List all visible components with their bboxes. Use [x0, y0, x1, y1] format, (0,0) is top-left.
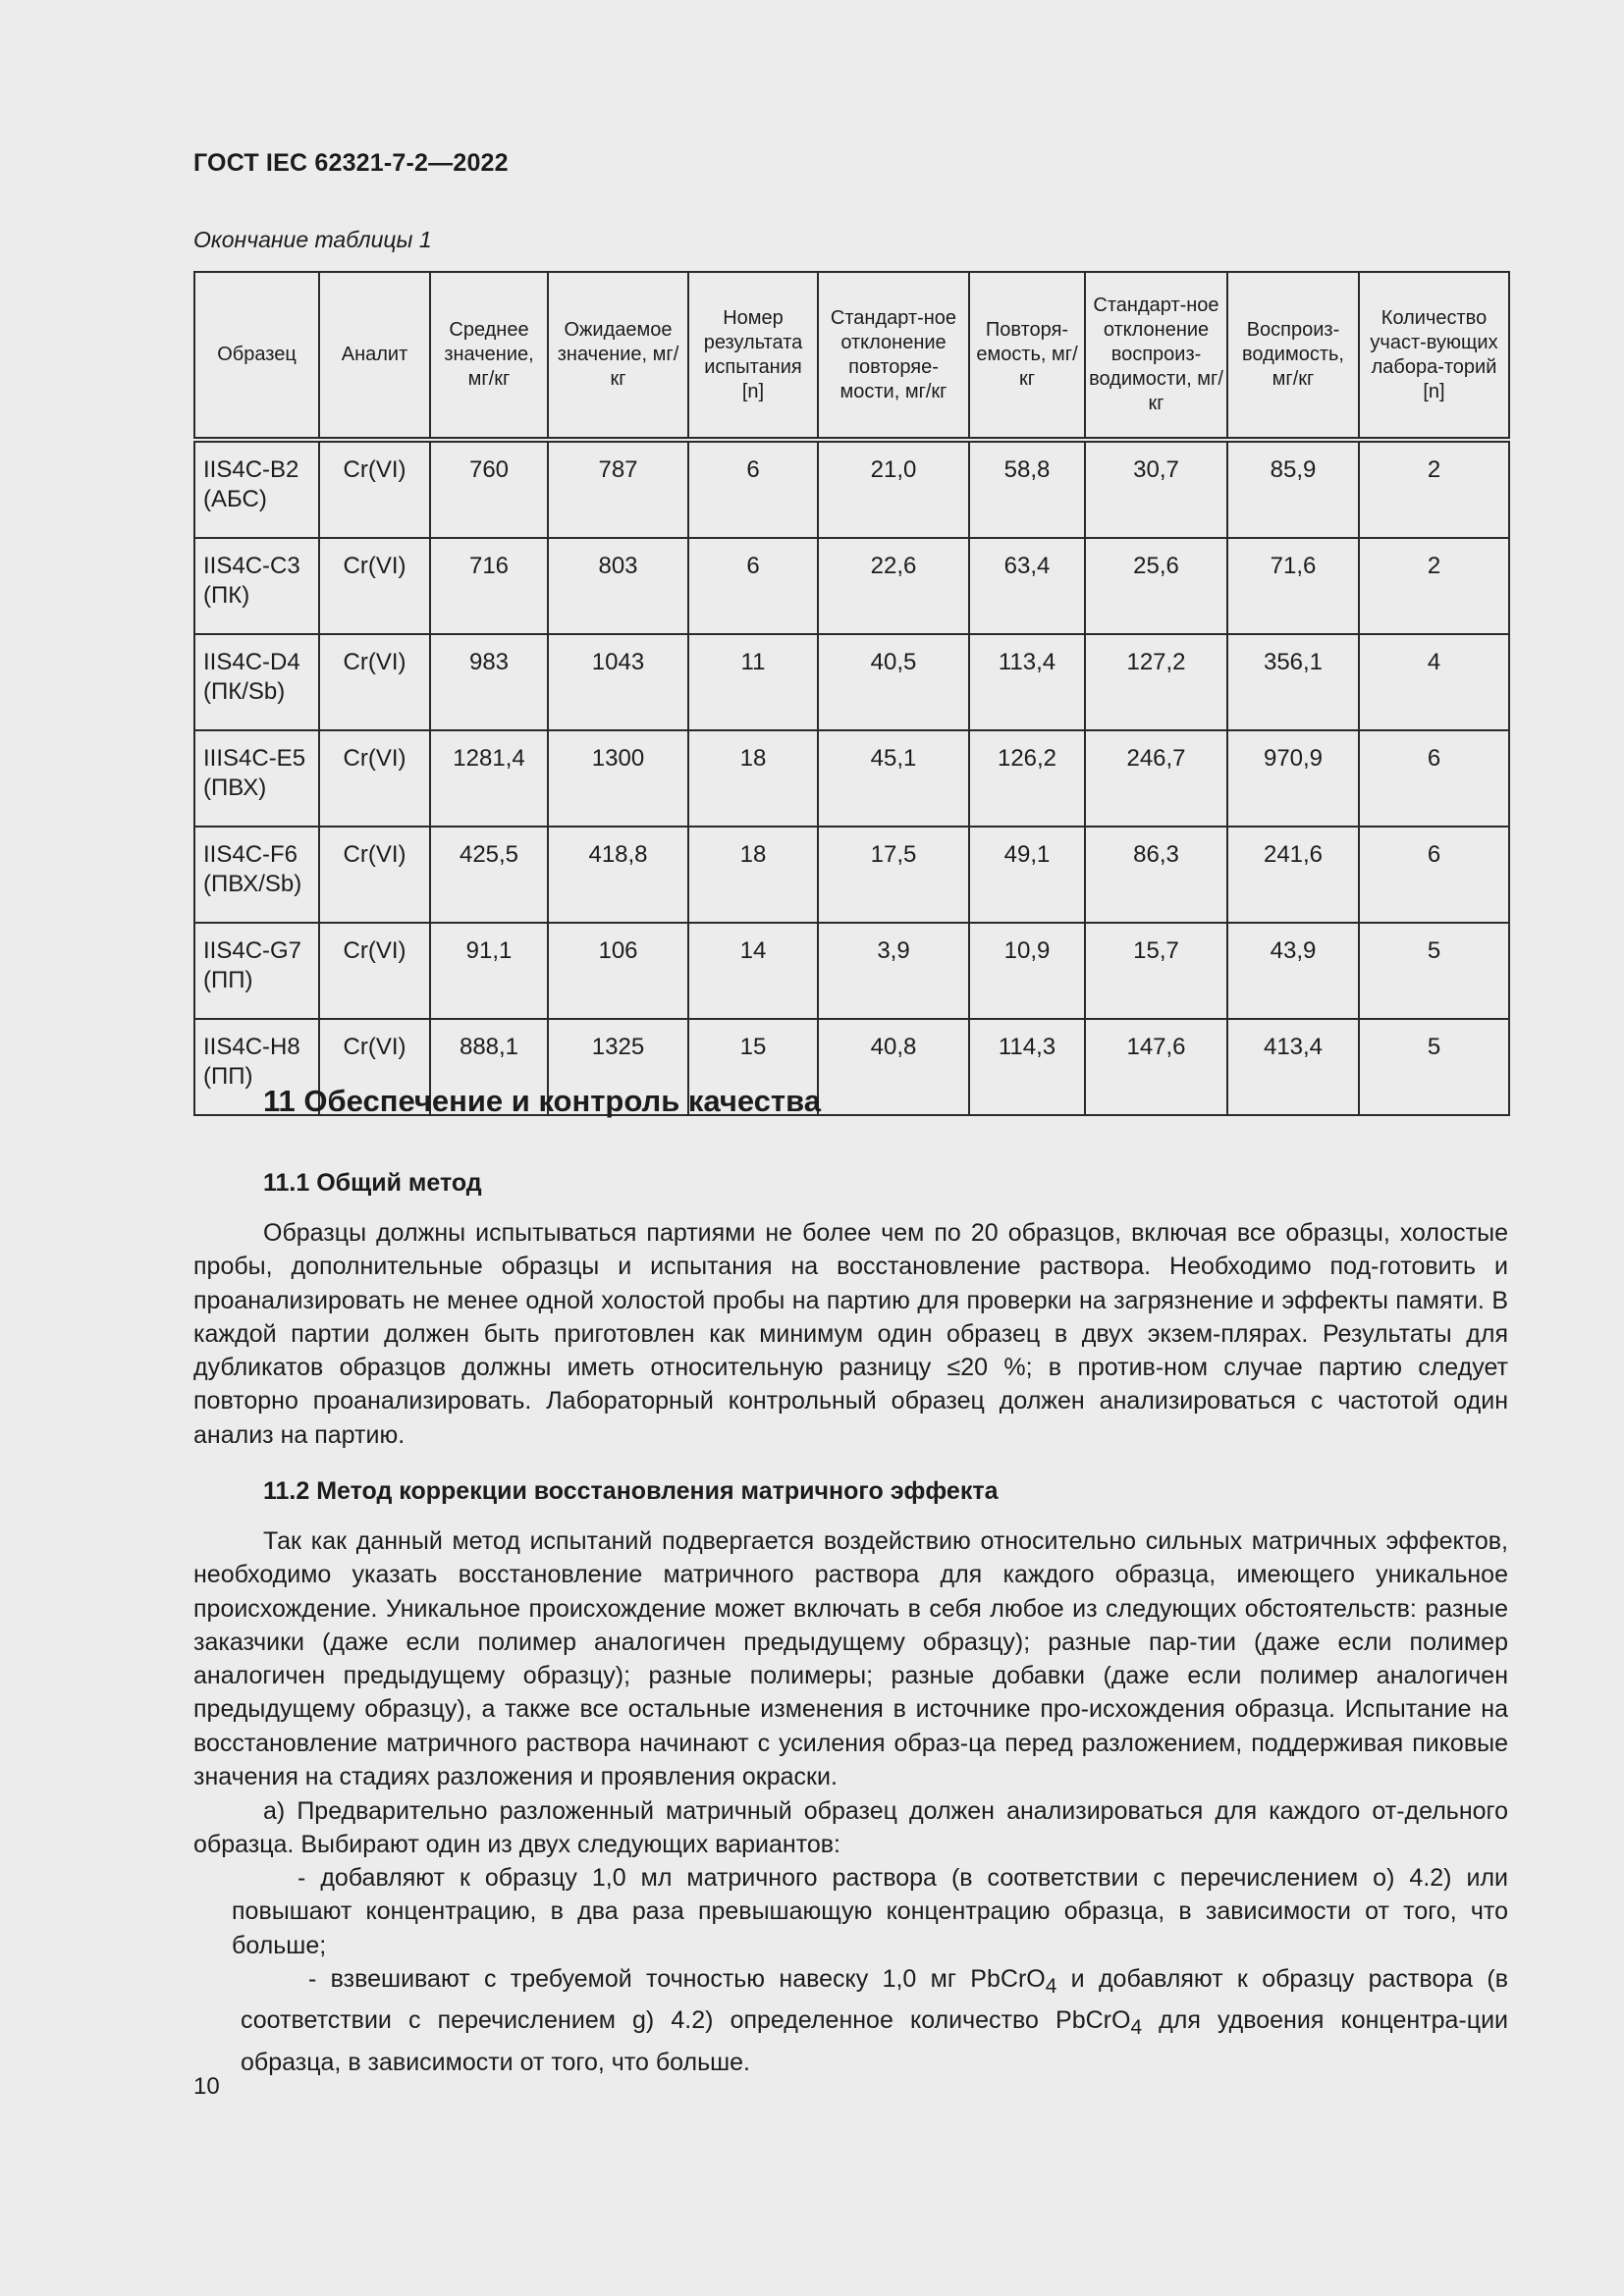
- column-header: Количество участ-вующих лабора-торий [n]: [1359, 272, 1509, 440]
- table-cell: 40,8: [818, 1019, 969, 1115]
- table-cell: 113,4: [969, 634, 1085, 730]
- table-cell: 6: [688, 538, 818, 634]
- subsection-heading: 11.2 Метод коррекции восстановления матричного эффекта: [263, 1477, 999, 1505]
- table-cell: Cr(VI): [319, 634, 430, 730]
- column-header: Воспроиз-водимость, мг/кг: [1227, 272, 1359, 440]
- table-cell: 58,8: [969, 440, 1085, 538]
- table-cell: 14: [688, 923, 818, 1019]
- table-cell: 6: [1359, 827, 1509, 923]
- table-cell: 418,8: [548, 827, 688, 923]
- document-title: ГОСТ IEC 62321-7-2—2022: [193, 149, 509, 177]
- table-cell: 888,1: [430, 1019, 548, 1115]
- list-item-a: а) Предварительно разложенный матричный образец должен анализироваться для каждого от-дельного образца. Выбирают один из двух следующих вариантов:: [193, 1797, 1508, 1859]
- column-header: Среднее значение, мг/кг: [430, 272, 548, 440]
- table-cell: 30,7: [1085, 440, 1227, 538]
- column-header: Аналит: [319, 272, 430, 440]
- table-cell: 3,9: [818, 923, 969, 1019]
- table-cell: 114,3: [969, 1019, 1085, 1115]
- table-cell: IIIS4C-E5 (ПВХ): [194, 730, 319, 827]
- table-cell: 10,9: [969, 923, 1085, 1019]
- subscript: 4: [1045, 1975, 1057, 1998]
- bullet-item: [241, 1962, 1508, 2079]
- table-caption: Окончание таблицы 1: [193, 227, 432, 252]
- section-heading: 11 Обеспечение и контроль качества: [263, 1084, 821, 1118]
- table-cell: 21,0: [818, 440, 969, 538]
- results-table: [193, 271, 1510, 1116]
- table-row: [194, 923, 1509, 1019]
- table-cell: 17,5: [818, 827, 969, 923]
- table-cell: 2: [1359, 440, 1509, 538]
- table-cell: 6: [688, 440, 818, 538]
- table-cell: 22,6: [818, 538, 969, 634]
- column-header: Повторя-емость, мг/кг: [969, 272, 1085, 440]
- table-header-row: [194, 272, 1509, 440]
- table-cell: 86,3: [1085, 827, 1227, 923]
- column-header: Ожидаемое значение, мг/кг: [548, 272, 688, 440]
- table-cell: 356,1: [1227, 634, 1359, 730]
- table-cell: 18: [688, 730, 818, 827]
- bullet-text: - взвешивают с требуемой точностью навеску 1,0 мг PbCrO: [308, 1965, 1046, 1993]
- column-header: Образец: [194, 272, 319, 440]
- table-cell: Cr(VI): [319, 440, 430, 538]
- table-cell: 85,9: [1227, 440, 1359, 538]
- table-cell: 15: [688, 1019, 818, 1115]
- table-cell: 983: [430, 634, 548, 730]
- table-cell: IIS4C-D4 (ПК/Sb): [194, 634, 319, 730]
- table-cell: 63,4: [969, 538, 1085, 634]
- table-cell: 5: [1359, 1019, 1509, 1115]
- table-cell: 11: [688, 634, 818, 730]
- table-cell: 45,1: [818, 730, 969, 827]
- table-cell: IIS4C-G7 (ПП): [194, 923, 319, 1019]
- table-cell: 1325: [548, 1019, 688, 1115]
- table-cell: Cr(VI): [319, 923, 430, 1019]
- page-number: 10: [193, 2073, 220, 2100]
- table-cell: 1043: [548, 634, 688, 730]
- table-cell: IIS4C-C3 (ПК): [194, 538, 319, 634]
- table-row: [194, 827, 1509, 923]
- table-cell: IIS4C-B2 (АБС): [194, 440, 319, 538]
- table-cell: 43,9: [1227, 923, 1359, 1019]
- table-cell: 5: [1359, 923, 1509, 1019]
- table-cell: 425,5: [430, 827, 548, 923]
- table-cell: 91,1: [430, 923, 548, 1019]
- table-cell: Cr(VI): [319, 730, 430, 827]
- paragraph: Так как данный метод испытаний подвергается воздействию относительно сильных матричных эффектов, необходимо указать восстановление матричного раствора для каждого образца, имеющего уникальное происхождение. Уникальное происхождение может включать в себя любое из следующих обстоятельств: разные заказчики (даже если полимер аналогичен предыдущему образцу); разные пар-тии (даже если полимер аналогичен предыдущему образцу); разные полимеры; разные добавки (даже если полимер аналогичен предыдущему образцу), а также все остальные изменения в источнике про-исхождения образца. Испытание на восстановление матричного раствора начинают с усиления образ-ца перед разложением, поддерживая пиковые значения на стадиях разложения и проявления окраски.: [193, 1527, 1508, 1791]
- table-cell: 716: [430, 538, 548, 634]
- bullet-text: для удвоения концентра-ции образца, в зависимости от того, что больше.: [241, 2006, 1509, 2076]
- table-cell: 4: [1359, 634, 1509, 730]
- table-cell: Cr(VI): [319, 1019, 430, 1115]
- bullet-text: и добавляют к образцу раствора (в соответствии с перечислением g) 4.2) определенное количество PbCrO: [241, 1965, 1508, 2035]
- subscript: 4: [1130, 2016, 1143, 2040]
- table-cell: 241,6: [1227, 827, 1359, 923]
- column-header: Номер результата испытания [n]: [688, 272, 818, 440]
- table-cell: 760: [430, 440, 548, 538]
- table-cell: 126,2: [969, 730, 1085, 827]
- bullet-item: - добавляют к образцу 1,0 мл матричного раствора (в соответствии с перечислением о) 4.2) или повышают концентрацию, в два раза превышающую концентрацию образца, в зависимости от того, что больше;: [232, 1864, 1508, 1959]
- table-cell: 246,7: [1085, 730, 1227, 827]
- paragraph: Образцы должны испытываться партиями не более чем по 20 образцов, включая все образцы, холостые пробы, дополнительные образцы и испытания на восстановление раствора. Необходимо под-готовить и проанализировать не менее одной холостой пробы на партию для проверки на загрязнение и эффекты памяти. В каждой партии должен быть приготовлен как минимум один образец в двух экзем-плярах. Результаты для дубликатов образцов должны иметь относительную разницу ≤20 %; в против-ном случае партию следует повторно проанализировать. Лабораторный контрольный образец должен анализироваться с частотой один анализ на партию.: [193, 1219, 1508, 1449]
- table-cell: 1300: [548, 730, 688, 827]
- table-cell: 25,6: [1085, 538, 1227, 634]
- table-cell: 18: [688, 827, 818, 923]
- table-row: [194, 538, 1509, 634]
- table-cell: 787: [548, 440, 688, 538]
- table-cell: 1281,4: [430, 730, 548, 827]
- table-cell: 49,1: [969, 827, 1085, 923]
- table-row: [194, 440, 1509, 538]
- table-cell: IIS4C-H8 (ПП): [194, 1019, 319, 1115]
- table-cell: 6: [1359, 730, 1509, 827]
- column-header: Стандарт-ное отклонение воспроиз-водимости, мг/кг: [1085, 272, 1227, 440]
- table-cell: 106: [548, 923, 688, 1019]
- table-cell: 40,5: [818, 634, 969, 730]
- table-cell: 15,7: [1085, 923, 1227, 1019]
- table-cell: Cr(VI): [319, 827, 430, 923]
- table-row: [194, 634, 1509, 730]
- table-cell: 71,6: [1227, 538, 1359, 634]
- column-header: Стандарт-ное отклонение повторяе-мости, мг/кг: [818, 272, 969, 440]
- table-cell: 803: [548, 538, 688, 634]
- subsection-heading: 11.1 Общий метод: [263, 1169, 482, 1197]
- table-cell: 127,2: [1085, 634, 1227, 730]
- table-cell: 413,4: [1227, 1019, 1359, 1115]
- table-cell: IIS4C-F6 (ПВХ/Sb): [194, 827, 319, 923]
- table-row: [194, 730, 1509, 827]
- table-cell: 2: [1359, 538, 1509, 634]
- table-cell: 970,9: [1227, 730, 1359, 827]
- table-cell: Cr(VI): [319, 538, 430, 634]
- table-cell: 147,6: [1085, 1019, 1227, 1115]
